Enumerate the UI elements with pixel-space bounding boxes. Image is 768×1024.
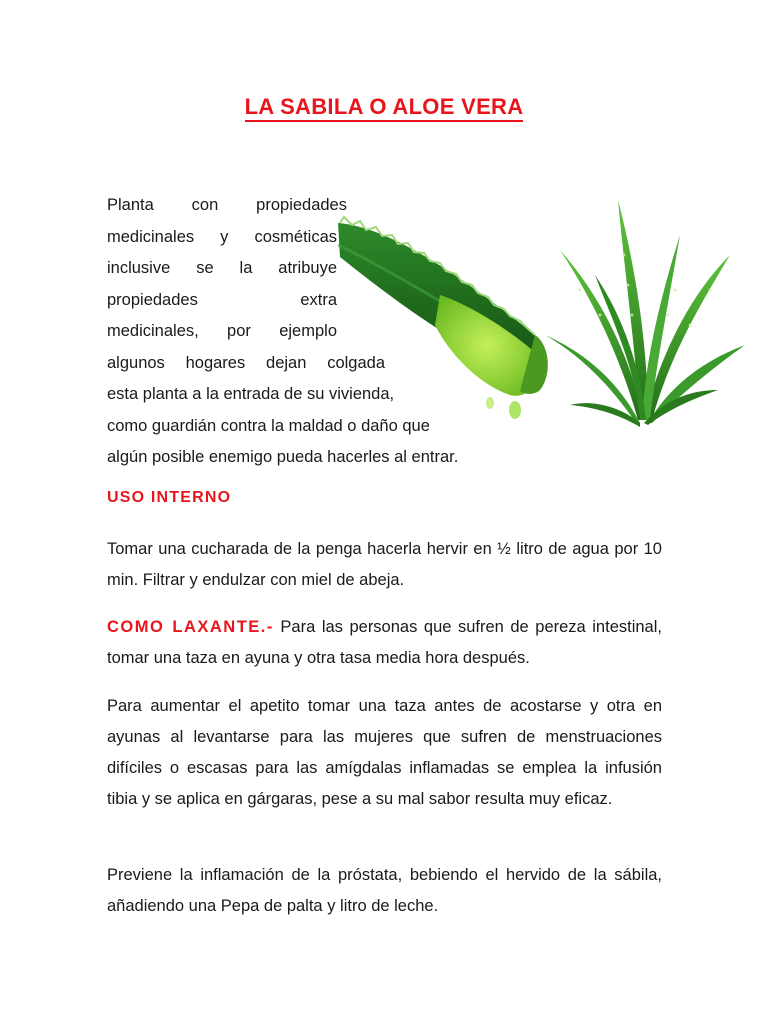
intro-line: algún posible enemigo pueda hacerles al entrar. [107,448,459,466]
intro-line: como guardián contra la maldad o daño que [107,416,430,435]
intro-line: propiedades extra [107,290,337,309]
intro-line: algunos hogares dejan colgada [107,353,385,372]
aloe-plant-image [540,195,750,430]
intro-line: esta planta a la entrada de su vivienda, [107,385,395,403]
laxante-paragraph [107,612,662,674]
intro-line: Planta con propiedades [107,196,347,214]
laxante-label: COMO LAXANTE.- [107,618,274,636]
apetito-paragraph: Para aumentar el apetito tomar una taza antes de acostarse y otra en ayunas al levantarse para las mujeres que sufren de menstruaciones difíciles o escasas para las amígdalas inflamadas se emplea la infusión tibia y se aplica en gárgaras, pese a su mal sabor resulta muy eficaz. [107,697,662,808]
uso-interno-paragraph: Tomar una cucharada de la penga hacerla hervir en ½ litro de agua por 10 min. Filtrar y endulzar con miel de abeja. [107,540,662,589]
prostata-paragraph: Previene la inflamación de la próstata, bebiendo el hervido de la sábila, añadiendo una Pepa de palta y litro de leche. [107,866,662,915]
laxante-text: Para las personas que sufren de pereza intestinal, tomar una taza en ayuna y otra tasa media hora después. [107,618,662,667]
document-title: LA SABILA O ALOE VERA [0,94,768,120]
intro-line: medicinales, por ejemplo [107,322,337,340]
intro-line: inclusive se la atribuye [107,259,337,277]
intro-line: medicinales y cosméticas [107,227,337,246]
aloe-leaf-cut-image [330,205,560,440]
section-heading-uso-interno: USO INTERNO [107,489,232,506]
